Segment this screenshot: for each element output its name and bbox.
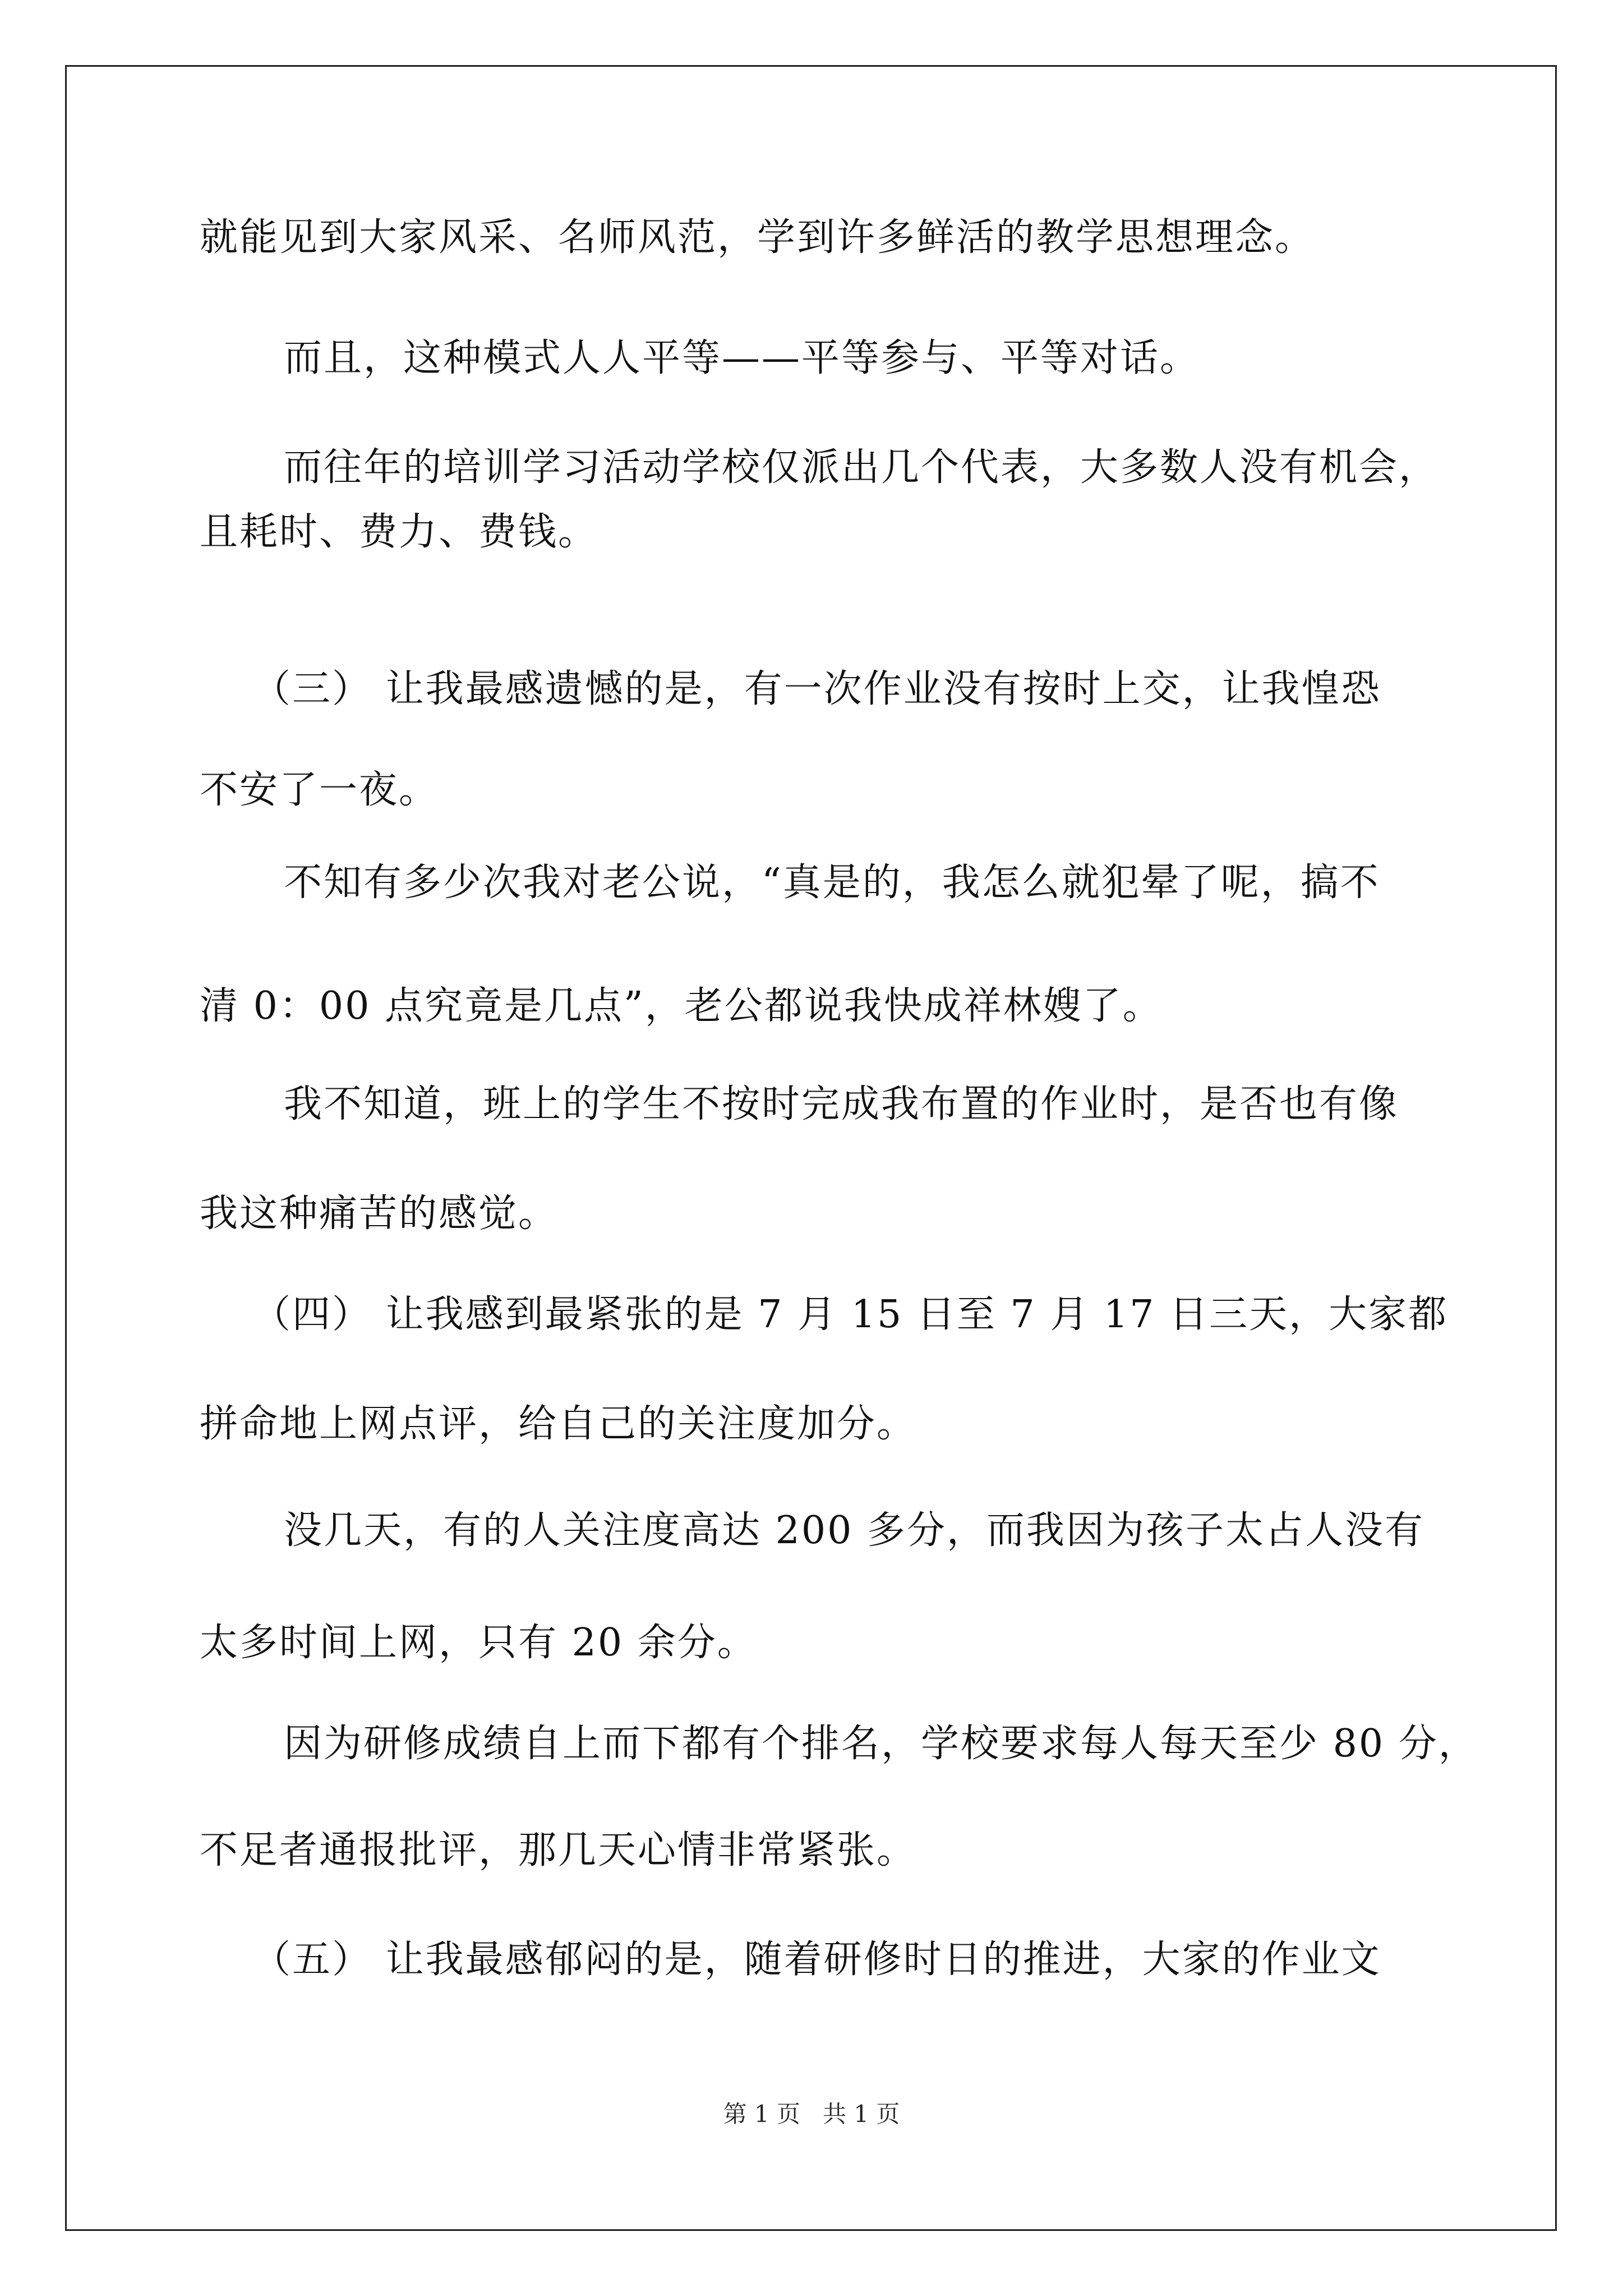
text-line: （五） 让我最感郁闷的是，随着研修时日的推进，大家的作业文	[252, 1938, 1381, 1982]
text-line: 我这种痛苦的感觉。	[200, 1191, 559, 1236]
text-line: 没几天，有的人关注度高达 200 多分，而我因为孩子太占人没有	[284, 1508, 1425, 1553]
text-line: 且耗时、费力、费钱。	[200, 510, 598, 554]
page-total: 共 1 页	[823, 2100, 900, 2128]
text-line: 拼命地上网点评，给自己的关注度加分。	[200, 1402, 917, 1446]
text-line: （三） 让我最感遗憾的是，有一次作业没有按时上交，让我惶恐	[252, 667, 1381, 711]
text-line: 不安了一夜。	[200, 768, 439, 812]
text-line: 清 0：00 点究竟是几点”，老公都说我快成祥林嫂了。	[200, 984, 1163, 1028]
text-line: 就能见到大家风采、名师风范，学到许多鲜活的教学思想理念。	[200, 215, 1315, 260]
page-footer	[0, 2102, 1623, 2126]
text-line: 不足者通报批评，那几天心情非常紧张。	[200, 1828, 917, 1872]
text-line: 不知有多少次我对老公说，“真是的，我怎么就犯晕了呢，搞不	[284, 861, 1380, 905]
page-border	[65, 65, 1557, 2231]
text-line: 而往年的培训学习活动学校仅派出几个代表，大多数人没有机会，	[284, 445, 1439, 490]
text-line: 我不知道，班上的学生不按时完成我布置的作业时，是否也有像	[284, 1082, 1399, 1126]
text-line: 太多时间上网，只有 20 余分。	[200, 1621, 757, 1665]
text-line: 而且，这种模式人人平等——平等参与、平等对话。	[284, 336, 1200, 380]
page-number: 第 1 页	[723, 2100, 800, 2128]
text-line: （四） 让我感到最紧张的是 7 月 15 日至 7 月 17 日三天，大家都	[252, 1292, 1449, 1337]
text-line: 因为研修成绩自上而下都有个排名，学校要求每人每天至少 80 分，	[284, 1722, 1478, 1766]
